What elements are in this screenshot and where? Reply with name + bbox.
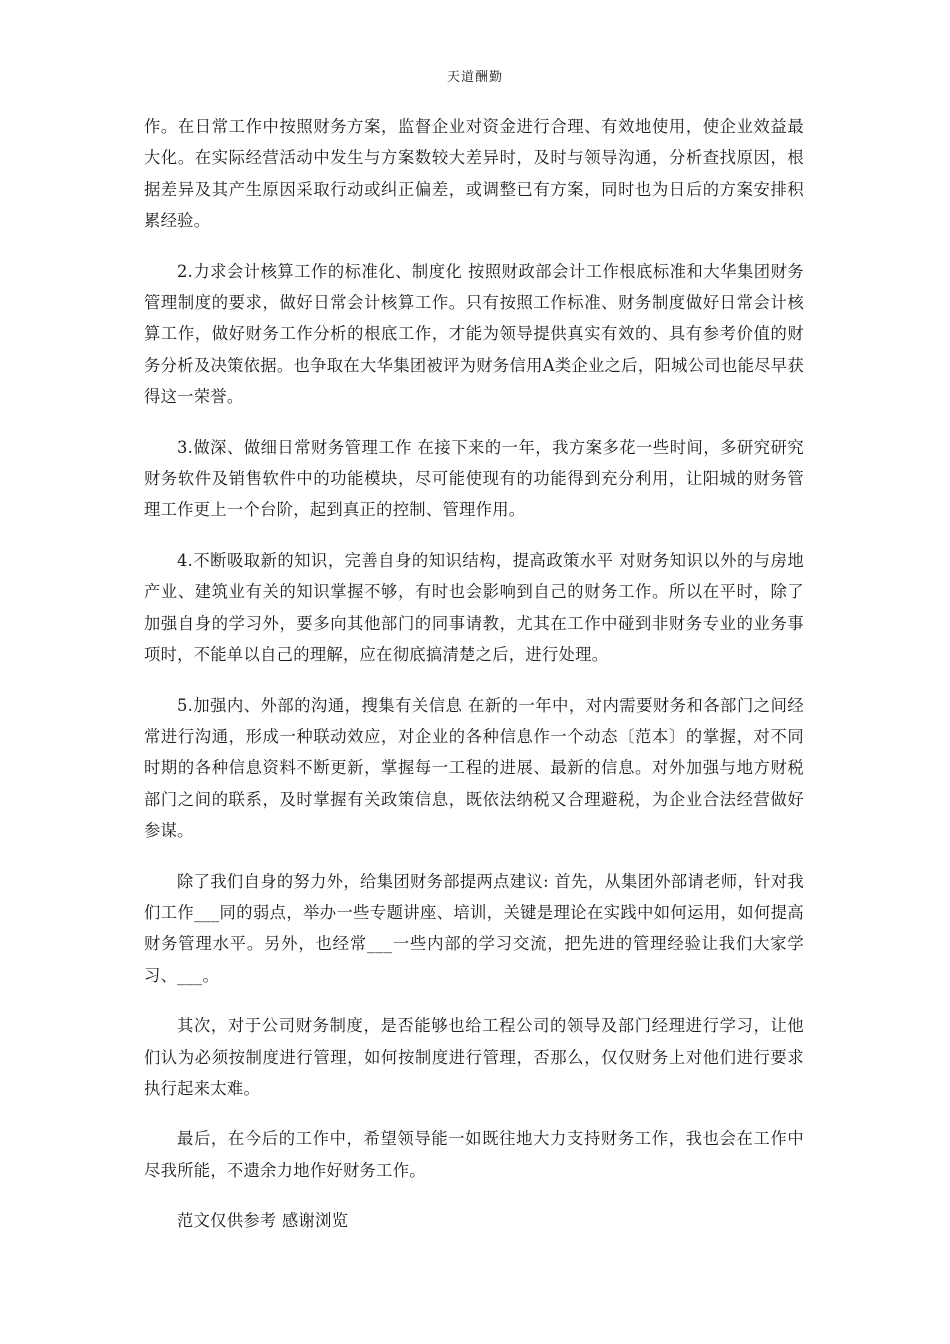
document-body xyxy=(144,111,804,1256)
paragraph-item-5: 5.加强内、外部的沟通，搜集有关信息 在新的一年中，对内需要财务和各部门之间经常进行沟通，形成一种联动效应，对企业的各种信息作一个动态〔范本〕的掌握，对不同时期的各种信息资料不断更新，掌握每一工程的进展、最新的信息。对外加强与地方财税部门之间的联系，及时掌握有关政策信息，既依法纳税又合理避税，为企业合法经营做好参谋。 xyxy=(144,695,804,841)
paragraph-secondly: 其次，对于公司财务制度，是否能够也给工程公司的领导及部门经理进行学习，让他们认为必须按制度进行管理，如何按制度进行管理，否那么，仅仅财务上对他们进行要求执行起来太难。 xyxy=(144,1016,804,1098)
paragraph-item-4: 4.不断吸取新的知识，完善自身的知识结构，提高政策水平 对财务知识以外的与房地产业、建筑业有关的知识掌握不够，有时也会影响到自己的财务工作。所以在平时，除了加强自身的学习外，要多向其他部门的同事请教，尤其在工作中碰到非财务专业的业务事项时，不能单以自己的理解，应在彻底搞清楚之后，进行处理。 xyxy=(144,550,804,665)
paragraph-finally: 最后，在今后的工作中，希望领导能一如既往地大力支持财务工作，我也会在工作中尽我所能，不遗余力地作好财务工作。 xyxy=(144,1129,804,1180)
paragraph-suggestions: 除了我们自身的努力外，给集团财务部提两点建议: 首先，从集团外部请老师，针对我们工作___同的弱点，举办一些专题讲座、培训，关键是理论在实践中如何运用，如何提高财务管理水平。另外，也经常___一些内部的学习交流，把先进的管理经验让我们大家学习、___。 xyxy=(144,871,804,985)
paragraph-item-3: 3.做深、做细日常财务管理工作 在接下来的一年，我方案多花一些时间，多研究研究财务软件及销售软件中的功能模块，尽可能使现有的功能得到充分利用，让阳城的财务管理工作更上一个台阶，起到真正的控制、管理作用。 xyxy=(144,437,804,520)
paragraph-item-2: 2.力求会计核算工作的标准化、制度化 按照财政部会计工作根底标准和大华集团财务管理制度的要求，做好日常会计核算工作。只有按照工作标准、财务制度做好日常会计核算工作，做好财务工作分析的根底工作，才能为领导提供真实有效的、具有参考价值的财务分析及决策依据。也争取在大华集团被评为财务信用A类企业之后，阳城公司也能尽早获得这一荣誉。 xyxy=(144,261,804,407)
page-header: 天道酬勤 xyxy=(446,70,503,85)
paragraph-footer-note: 范文仅供参考 感谢浏览 xyxy=(177,1211,349,1231)
paragraph-continuation: 作。在日常工作中按照财务方案，监督企业对资金进行合理、有效地使用，使企业效益最大化。在实际经营活动中发生与方案数较大差异时，及时与领导沟通，分析查找原因，根据差异及其产生原因采取行动或纠正偏差，或调整已有方案，同时也为日后的方案安排积累经验。 xyxy=(144,117,804,231)
